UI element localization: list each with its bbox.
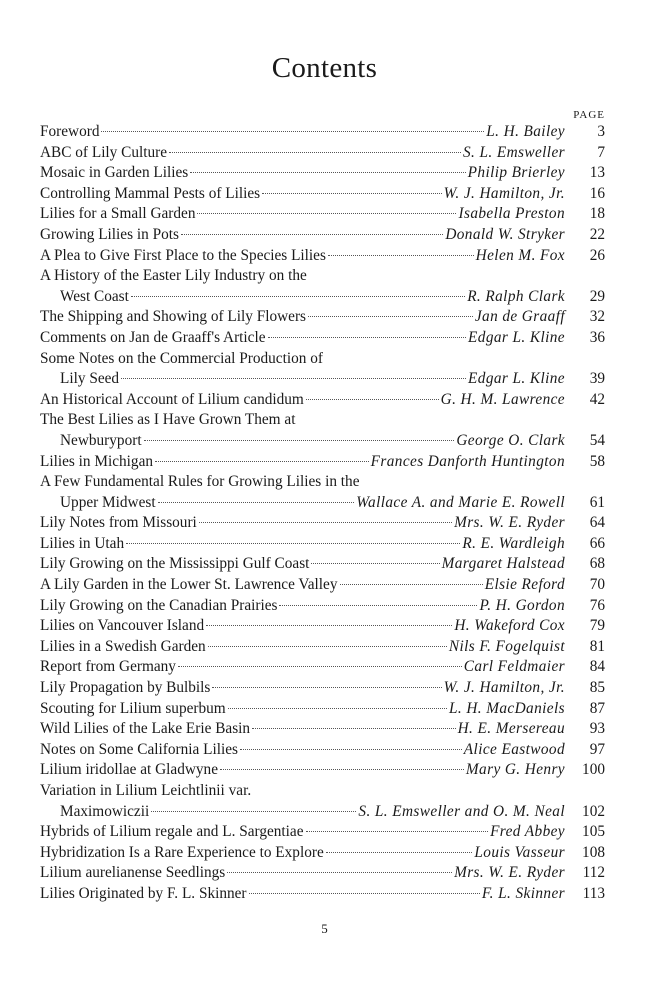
entry-author: L. H. MacDaniels (448, 699, 565, 717)
dot-leader (155, 461, 369, 462)
entry-title: Lilies in Michigan (40, 452, 154, 470)
entry-title: Lilium aurelianense Seedlings (40, 864, 226, 882)
entry-page: 70 (589, 576, 605, 594)
dot-leader (121, 378, 466, 379)
dot-leader (240, 749, 462, 750)
entry-title-continued: Upper Midwest (60, 493, 156, 511)
entry-author: Edgar L. Kline (468, 328, 565, 346)
entry-author: W. J. Hamilton, Jr. (443, 184, 565, 202)
entry-author: Mary G. Henry (465, 761, 565, 779)
toc-entry (40, 699, 605, 720)
dot-leader (252, 728, 456, 729)
dot-leader (340, 584, 483, 585)
entry-author: Carl Feldmaier (463, 658, 565, 676)
dot-leader (181, 234, 443, 235)
entry-title: Notes on Some California Lilies (40, 740, 238, 758)
entry-title: Lily Notes from Missouri (40, 514, 197, 532)
page-title: Contents (271, 52, 378, 84)
entry-title: Comments on Jan de Graaff's Article (40, 328, 266, 346)
toc-entry (40, 575, 605, 596)
entry-title: Controlling Mammal Pests of Lilies (40, 184, 261, 202)
entry-page: 112 (582, 864, 605, 882)
toc-entry (40, 616, 605, 637)
entry-page: 100 (582, 761, 605, 779)
entry-title: Lily Growing on the Mississippi Gulf Coast (40, 555, 310, 573)
entry-page: 36 (589, 328, 605, 346)
entry-title: Lilium iridollae at Gladwyne (40, 761, 218, 779)
toc-entry (40, 204, 605, 225)
entry-author: Jan de Graaff (474, 308, 565, 326)
entry-page: 32 (589, 308, 605, 326)
toc-entry (40, 163, 605, 184)
entry-title: The Best Lilies as I Have Grown Them at (40, 411, 296, 429)
entry-page: 85 (589, 679, 605, 697)
entry-title: Lilies in a Swedish Garden (40, 637, 206, 655)
toc-entry (40, 554, 605, 575)
entry-page: 29 (589, 287, 605, 305)
toc-entry (40, 843, 605, 864)
entry-title: A History of the Easter Lily Industry on the (40, 267, 307, 285)
dot-leader (306, 831, 489, 832)
dot-leader (199, 522, 452, 523)
entry-author: Mrs. W. E. Ryder (454, 864, 565, 882)
toc-entry (40, 328, 605, 349)
entry-page: 66 (589, 534, 605, 552)
entry-page: 54 (589, 431, 605, 449)
dot-leader (126, 543, 460, 544)
dot-leader (206, 625, 452, 626)
entry-page: 102 (582, 802, 605, 820)
entry-page: 64 (589, 514, 605, 532)
entry-author: Nils F. Fogelquist (448, 637, 565, 655)
table-of-contents (40, 122, 605, 905)
entry-title: Hybridization Is a Rare Experience to Explore (40, 843, 324, 861)
entry-author: Alice Eastwood (463, 740, 565, 758)
entry-title-continued: Lily Seed (60, 370, 120, 388)
toc-entry (40, 884, 605, 905)
entry-page: 108 (582, 843, 605, 861)
entry-title: ABC of Lily Culture (40, 143, 168, 161)
entry-title: An Historical Account of Lilium candidum (40, 390, 304, 408)
entry-page: 76 (589, 596, 605, 614)
entry-title: A Lily Garden in the Lower St. Lawrence Valley (40, 576, 338, 594)
entry-page: 18 (589, 205, 605, 223)
entry-author: George O. Clark (456, 431, 565, 449)
dot-leader (262, 193, 442, 194)
page-column-header: PAGE (573, 109, 605, 121)
entry-page: 79 (589, 617, 605, 635)
entry-author: S. L. Emsweller (462, 143, 565, 161)
entry-title: Growing Lilies in Pots (40, 225, 179, 243)
entry-page: 61 (589, 493, 605, 511)
entry-title: Lilies for a Small Garden (40, 205, 196, 223)
dot-leader (249, 893, 480, 894)
entry-author: Frances Danforth Huntington (370, 452, 565, 470)
entry-title: Hybrids of Lilium regale and L. Sargentiae (40, 823, 304, 841)
entry-title: Some Notes on the Commercial Production of (40, 349, 323, 367)
entry-title-continued: West Coast (60, 287, 129, 305)
entry-author: R. Ralph Clark (467, 287, 565, 305)
toc-entry (40, 637, 605, 658)
dot-leader (279, 605, 477, 606)
entry-page: 87 (589, 699, 605, 717)
dot-leader (268, 337, 467, 338)
toc-entry (40, 246, 605, 267)
entry-author: Margaret Halstead (441, 555, 565, 573)
entry-author: Donald W. Stryker (445, 225, 565, 243)
entry-title: Variation in Lilium Leichtlinii var. (40, 782, 252, 799)
entry-page: 26 (589, 246, 605, 264)
dot-leader (328, 255, 474, 256)
entry-author: S. L. Emsweller and O. M. Neal (358, 802, 565, 820)
toc-entry (40, 781, 605, 822)
entry-author: Philip Brierley (467, 164, 565, 182)
entry-page: 16 (589, 184, 605, 202)
dot-leader (311, 563, 439, 564)
entry-title: Mosaic in Garden Lilies (40, 164, 189, 182)
entry-title: Lily Growing on the Canadian Prairies (40, 596, 278, 614)
entry-page: 7 (597, 143, 605, 161)
entry-title: Scouting for Lilium superbum (40, 699, 226, 717)
entry-author: L. H. Bailey (486, 123, 565, 140)
dot-leader (178, 666, 462, 667)
dot-leader (131, 296, 465, 297)
toc-entry (40, 678, 605, 699)
page-number: 5 (321, 921, 328, 936)
entry-page: 113 (582, 884, 605, 902)
toc-entry (40, 390, 605, 411)
dot-leader (308, 316, 473, 317)
toc-entry (40, 349, 605, 390)
entry-page: 81 (589, 637, 605, 655)
entry-author: W. J. Hamilton, Jr. (443, 679, 565, 697)
entry-title: The Shipping and Showing of Lily Flowers (40, 308, 306, 326)
toc-entry (40, 719, 605, 740)
entry-author: Edgar L. Kline (468, 370, 565, 388)
entry-page: 58 (589, 452, 605, 470)
entry-title: A Plea to Give First Place to the Species Lilies (40, 246, 326, 264)
entry-page: 3 (597, 123, 605, 140)
dot-leader (144, 440, 455, 441)
toc-entry (40, 472, 605, 513)
toc-entry (40, 534, 605, 555)
entry-author: F. L. Skinner (481, 884, 565, 902)
entry-title: Lilies Originated by F. L. Skinner (40, 884, 247, 902)
entry-title: Report from Germany (40, 658, 176, 676)
entry-page: 42 (589, 390, 605, 408)
toc-entry (40, 266, 605, 307)
dot-leader (151, 811, 356, 812)
entry-author: Isabella Preston (458, 205, 565, 223)
entry-author: Elsie Reford (484, 576, 565, 594)
entry-author: Fred Abbey (490, 823, 565, 841)
toc-entry (40, 184, 605, 205)
toc-entry (40, 657, 605, 678)
dot-leader (228, 708, 447, 709)
dot-leader (227, 872, 452, 873)
entry-author: H. Wakeford Cox (454, 617, 565, 635)
entry-title-continued: Newburyport (60, 431, 142, 449)
entry-author: Louis Vasseur (474, 843, 565, 861)
toc-entry (40, 863, 605, 884)
entry-title: Foreword (40, 123, 100, 140)
dot-leader (190, 172, 465, 173)
toc-entry (40, 143, 605, 164)
toc-entry (40, 307, 605, 328)
entry-page: 84 (589, 658, 605, 676)
dot-leader (169, 152, 461, 153)
entry-page: 22 (589, 225, 605, 243)
entry-author: Mrs. W. E. Ryder (454, 514, 565, 532)
entry-page: 97 (589, 740, 605, 758)
entry-page: 13 (589, 164, 605, 182)
toc-entry (40, 760, 605, 781)
entry-page: 39 (589, 370, 605, 388)
entry-author: R. E. Wardleigh (462, 534, 565, 552)
entry-page: 68 (589, 555, 605, 573)
entry-author: H. E. Mersereau (457, 720, 565, 738)
toc-entry (40, 410, 605, 451)
dot-leader (326, 852, 473, 853)
toc-entry (40, 513, 605, 534)
entry-author: P. H. Gordon (479, 596, 565, 614)
entry-author: Helen M. Fox (475, 246, 565, 264)
dot-leader (208, 646, 447, 647)
dot-leader (197, 213, 456, 214)
entry-title: A Few Fundamental Rules for Growing Lilies in the (40, 473, 360, 491)
dot-leader (158, 502, 355, 503)
entry-author: G. H. M. Lawrence (440, 390, 565, 408)
entry-title: Wild Lilies of the Lake Erie Basin (40, 720, 251, 738)
dot-leader (306, 399, 439, 400)
toc-entry (40, 225, 605, 246)
entry-page: 93 (589, 720, 605, 738)
toc-entry (40, 596, 605, 617)
toc-entry (40, 822, 605, 843)
entry-title: Lilies in Utah (40, 534, 125, 552)
toc-entry (40, 122, 605, 143)
entry-page: 105 (582, 823, 605, 841)
entry-title-continued: Maximowiczii (60, 802, 150, 820)
entry-title: Lilies on Vancouver Island (40, 617, 205, 635)
dot-leader (220, 769, 464, 770)
dot-leader (101, 131, 484, 132)
entry-title: Lily Propagation by Bulbils (40, 679, 211, 697)
dot-leader (212, 687, 441, 688)
toc-entry (40, 740, 605, 761)
entry-author: Wallace A. and Marie E. Rowell (356, 493, 565, 511)
toc-entry (40, 452, 605, 473)
